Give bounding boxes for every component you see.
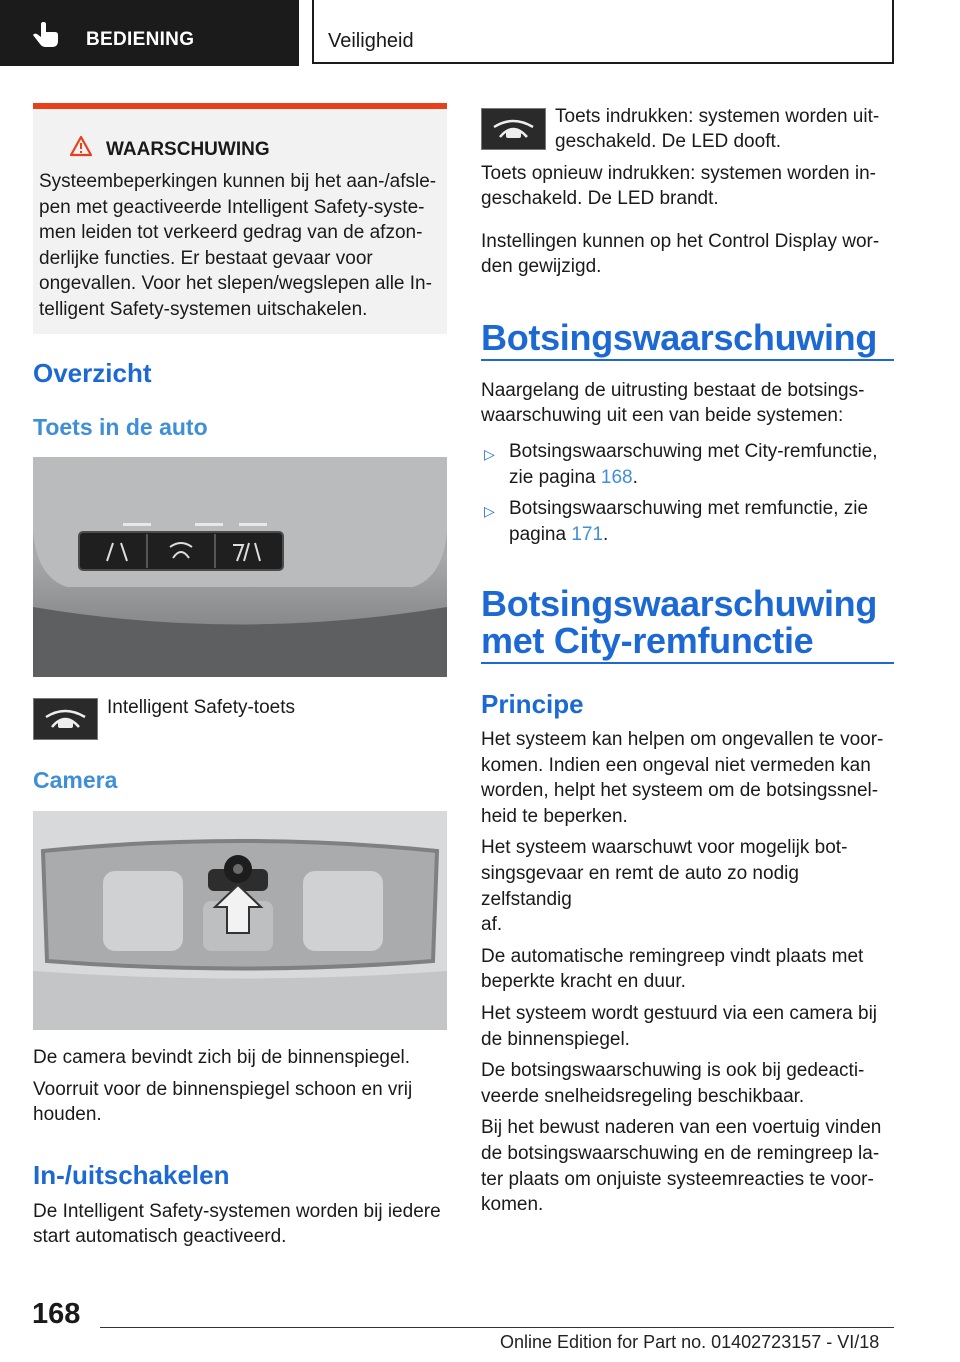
- heading-switch: In-/uitschakelen: [33, 1160, 230, 1190]
- footer-rule: [100, 1327, 894, 1328]
- intelligent-safety-key-icon-2: [481, 108, 546, 150]
- warning-triangle-icon: [69, 135, 93, 157]
- intro-line1: Naargelang de uitrusting bestaat de botsings-: [481, 380, 865, 401]
- heading-toets: Toets in de auto: [33, 414, 208, 440]
- press-line2: geschakeld. De LED dooft.: [555, 131, 782, 152]
- settings-line2: den gewijzigd.: [481, 256, 602, 277]
- intro-line2: waarschuwing uit een van beide systemen:: [481, 405, 844, 426]
- warning-text: Systeembeperkingen kunnen bij het aan-/afsle- pen met geactiveerde Intelligent Safety-syste- men leiden tot verkeerd gedrag van de afzon- derlijke functies. Er bestaat gevaar voor ongevallen. Voor het slepen/wegslepen alle In- telligent Safety-systemen uitschakelen.: [39, 171, 437, 320]
- heading-city-line2: met City-remfunctie: [481, 620, 814, 661]
- camera-photo: [33, 811, 447, 1030]
- camera-paragraph-1: De camera bevindt zich bij de binnenspiegel.: [33, 1047, 411, 1068]
- heading-rule-2: [481, 662, 894, 664]
- section-label: BEDIENING: [86, 29, 195, 50]
- list-item: ▷ Botsingswaarschuwing met City-remfunctie, zie pagina 168.: [484, 441, 878, 488]
- paragraph: De botsingswaarschuwing is ook bij gedeacti- veerde snelheidsregeling beschikbaar.: [481, 1060, 865, 1107]
- heading-principe: Principe: [481, 689, 584, 719]
- heading-city-line1: Botsingswaarschuwing: [481, 583, 878, 624]
- again-line1: Toets opnieuw indrukken: systemen worden in-: [481, 163, 876, 184]
- paragraph: Bij het bewust naderen van een voertuig vinden de botsingswaarschuwing en de remingreep la- ter plaats om onjuiste systeemreacties te voor- komen.: [481, 1117, 882, 1216]
- page-link-168[interactable]: 168: [600, 466, 633, 488]
- heading-botsing: Botsingswaarschuwing: [481, 317, 878, 358]
- system-list: [481, 439, 894, 553]
- chapter-title: Veiligheid: [328, 30, 414, 52]
- paragraph: Het systeem kan helpen om ongevallen te voor- komen. Indien een ongeval niet vermeden kan worden, helpt het systeem om de botsingssnel- heid te beperken.: [481, 729, 884, 827]
- page-number: 168: [32, 1298, 81, 1330]
- key-caption: Intelligent Safety-toets: [107, 697, 295, 718]
- switch-line2: start automatisch geactiveerd.: [33, 1226, 287, 1247]
- heading-overzicht: Overzicht: [33, 358, 152, 388]
- list-item: ▷ Botsingswaarschuwing met remfunctie, zie pagina 171.: [484, 498, 869, 545]
- warning-title: WAARSCHUWING: [106, 139, 270, 160]
- section-tab[interactable]: [0, 0, 299, 66]
- paragraph: Het systeem waarschuwt voor mogelijk bot- singsgevaar en remt de auto zo nodig zelfstandig af.: [481, 837, 848, 936]
- chapter-header: [312, 0, 894, 64]
- press-line1: Toets indrukken: systemen worden uit-: [555, 106, 880, 127]
- camera-paragraph-2-line1: Voorruit voor de binnenspiegel schoon en vrij: [33, 1079, 413, 1100]
- settings-line1: Instellingen kunnen op het Control Display wor-: [481, 231, 880, 252]
- paragraph: Het systeem wordt gestuurd via een camera bij de binnenspiegel.: [481, 1002, 878, 1050]
- page-link-171[interactable]: 171: [571, 523, 604, 545]
- switch-line1: De Intelligent Safety-systemen worden bij iedere: [33, 1201, 441, 1222]
- edition-note: Online Edition for Part no. 01402723157 - VI/18: [500, 1332, 880, 1352]
- camera-paragraph-2-line2: houden.: [33, 1104, 102, 1125]
- again-line2: geschakeld. De LED brandt.: [481, 188, 719, 209]
- bullet-triangle-icon: ▷: [484, 503, 495, 520]
- warning-box: [33, 103, 447, 334]
- principe-body: [481, 727, 894, 1218]
- button-panel-photo: [33, 457, 447, 677]
- paragraph: De automatische remingreep vindt plaats met beperkte kracht en duur.: [481, 945, 864, 993]
- heading-camera: Camera: [33, 767, 118, 793]
- hand-touch-icon: [30, 22, 62, 48]
- bullet-triangle-icon: ▷: [484, 446, 495, 462]
- intelligent-safety-key-icon: [33, 698, 98, 740]
- heading-rule: [481, 359, 894, 361]
